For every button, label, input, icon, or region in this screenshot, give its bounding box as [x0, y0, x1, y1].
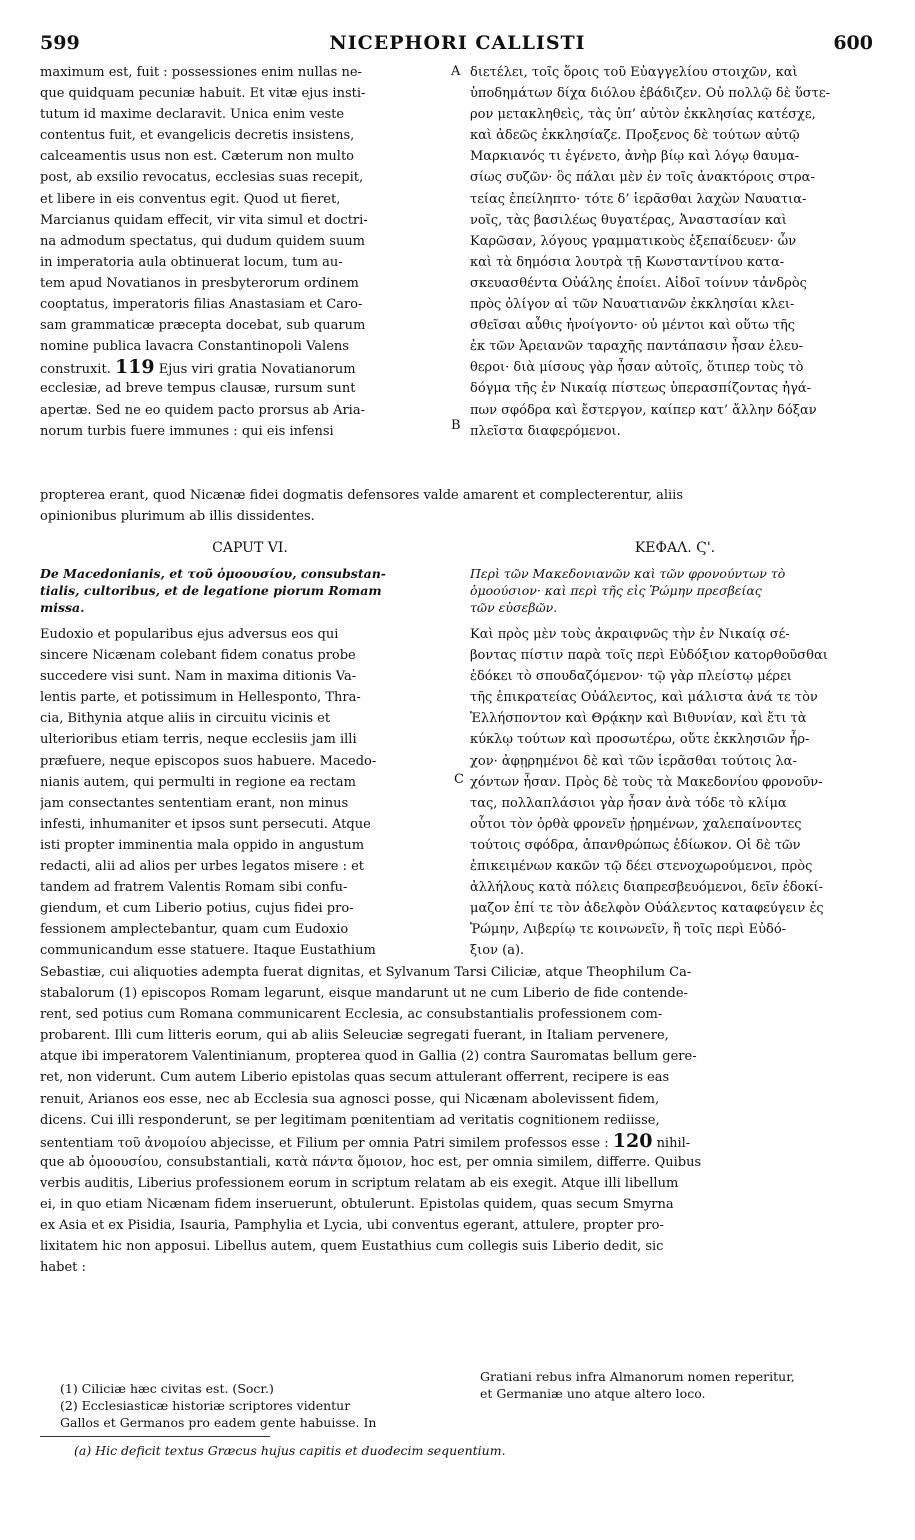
greek-text-line: θεροι· διὰ μίσους γὰρ ἦσαν αὐτοῖς, ὅτιπερ τοὺς τὸ: [470, 360, 804, 376]
margin-marker-a: A: [451, 64, 461, 79]
latin-text-line: in imperatoria aula obtinuerat locum, tum au-: [40, 254, 343, 270]
latin-text-line: giendum, et cum Liberio potius, cujus fidei pro-: [40, 901, 354, 917]
full-text-line: verbis auditis, Liberius professionem eorum in scriptum relatam ab eis exegit. Atque illi libellum: [40, 1175, 679, 1191]
greek-text-line: τείας ἐπείληπτο· τότε δ’ ἱερᾶσθαι λαχὼν Ναυατια-: [470, 191, 807, 207]
greek-text-line: ἐδόκει τὸ σπουδαζόμενον· τῷ γὰρ πλείστῳ μέρει: [470, 669, 792, 685]
latin-text-line: tem apud Novatianos in presbyterorum ordinem: [40, 275, 359, 291]
right-page-number: 600: [833, 32, 873, 54]
latin-chapter-heading: CAPUT VI.: [212, 540, 288, 556]
greek-text-line: ὑποδημάτων δίχα διόλου ἐβάδιζεν. Οὐ πολλῷ δὲ ὕστε-: [470, 86, 830, 102]
greek-text-line: βοντας πίστιν παρὰ τοῖς περὶ Εὐδόξιον κατορθοῦσθαι: [470, 648, 828, 664]
latin-text-line: maximum est, fuit : possessiones enim nullas ne-: [40, 65, 362, 80]
greek-text-line: τας, πολλαπλάσιοι γὰρ ἦσαν ἀνὰ τόδε τὸ κλίμα: [470, 795, 787, 811]
footnotes-right: [480, 1368, 900, 1402]
latin-text-line: post, ab exsilio revocatus, ecclesias suas recepit,: [40, 170, 364, 186]
greek-text-line: Καρῶσαν, λόγους γραμματικοὺς ἐξεπαίδευεν· ὧν: [470, 233, 797, 249]
latin-text-line: norum turbis fuere immunes : qui eis infensi: [40, 423, 334, 439]
latin-text-line: calceamentis usus non est. Cæterum non multo: [40, 149, 355, 165]
greek-text-line: Μαρκιανός τι ἐγένετο, ἀνὴρ βίῳ καὶ λόγῳ θαυμα-: [470, 149, 800, 165]
full-text-line: atque ibi imperatorem Valentinianum, propterea quod in Gallia (2) contra Sauromatas bellum gere-: [40, 1049, 697, 1065]
greek-text-line: χον· ἀφῃρημένοι δὲ καὶ τῶν ἱερᾶσθαι τούτοις λα-: [470, 753, 797, 769]
greek-chapter-heading: ΚΕΦΑΛ. Ϛ'.: [634, 540, 716, 556]
latin-text-line: infesti, inhumaniter et ipsos sunt persecuti. Atque: [40, 816, 371, 832]
latin-text-line: ecclesiæ, ad breve tempus clausæ, rursum sunt: [40, 381, 356, 397]
full-text-line: habet :: [40, 1260, 86, 1276]
latin-text-line: tandem ad fratrem Valentis Romam sibi confu-: [40, 880, 348, 896]
subtitle-line: De Macedonianis, et τοῦ ὁμοουσίου, consubstan-: [40, 566, 386, 581]
latin-text-line: tutum id maxime declaravit. Unica enim veste: [40, 107, 345, 123]
greek-text-line: ξιον (a).: [470, 943, 525, 959]
greek-text-line: ρον μετακληθεὶς, τὰς ὑπ’ αὐτὸν ἐκκλησίας κατέσχε,: [470, 107, 816, 123]
latin-text-line: redacti, alii ad alios per urbes legatos misere : et: [40, 859, 365, 875]
greek-text-line: καὶ τὰ δημόσια λουτρὰ τῇ Κωνσταντίνου κατα-: [470, 254, 785, 270]
latin-text-line: et libere in eis conventus egit. Quod ut fieret,: [40, 191, 341, 207]
latin-text-line: na admodum spectatus, qui dudum quidem suum: [40, 233, 366, 249]
footnote-line: Gratiani rebus infra Almanorum nomen reperitur,: [480, 1369, 795, 1384]
full-text-line: dicens. Cui illi responderunt, se per legitimam pœnitentiam ad veritatis cognitionem rediisse,: [40, 1112, 660, 1128]
latin-text-line: communicandum esse statuere. Itaque Eustathium: [40, 943, 376, 959]
greek-text-line: πων σφόδρα καὶ ἔστεργον, καίπερ κατ’ ἄλλην δόξαν: [470, 402, 817, 418]
greek-text-line: μαζον ἐπί τε τὸν ἀδελφὸν Οὐάλεντος καταφεύγειν ἐς: [470, 901, 824, 917]
subtitle-line: τῶν εὐσεβῶν.: [470, 600, 558, 615]
greek-text-line: τῆς ἐπικρατείας Οὐάλεντος, καὶ μάλιστα ἀνά τε τὸν: [470, 690, 818, 706]
greek-text-line: δόγμα τῆς ἐν Νικαίᾳ πίστεως ὑπερασπίζοντας ἠγά-: [470, 381, 812, 397]
footnote-line: et Germaniæ uno atque altero loco.: [480, 1386, 706, 1401]
full-text-line: stabalorum (1) episcopos Romam legarunt, eisque mandarunt ut ne cum Liberio de fide contende-: [40, 986, 688, 1002]
latin-chapter-subtitle: [40, 565, 460, 616]
top-greek-column: [470, 62, 880, 442]
latin-text-line: nomine publica lavacra Constantinopoli Valens: [40, 339, 349, 355]
chapter-full-width-text: [40, 962, 880, 1278]
greek-text-line: πλεῖστα διαφερόμενοι.: [470, 423, 621, 439]
full-text-line: probarent. Illi cum litteris eorum, qui ab aliis Seleuciæ segregati fuerant, in Italiam pervenere,: [40, 1028, 669, 1044]
latin-text-line: ulterioribus etiam terris, neque ecclesiis jam illi: [40, 732, 357, 748]
column-number-120: 120: [612, 1130, 653, 1152]
left-page-number: 599: [40, 32, 80, 54]
full-text-line: ei, in quo etiam Nicænam fidem inseruerunt, obtulerunt. Epistolas quidem, quas secum Smyrna: [40, 1197, 674, 1213]
footnotes-left: [60, 1380, 470, 1431]
greek-text-line: πρὸς ὀλίγον αἱ τῶν Ναυατιανῶν ἐκκλησίαι κλει-: [470, 297, 795, 313]
greek-text-line: οὗτοι τὸν ὀρθὰ φρονεῖν ᾑρημένων, χαλεπαίνοντες: [470, 816, 802, 832]
latin-text-line: jam consectantes sententiam erant, non minus: [40, 795, 349, 811]
greek-text-line: κύκλῳ τούτων καὶ προσωτέρω, οὔτε ἐκκλησιῶν ἦρ-: [470, 732, 810, 748]
latin-text-line: sam grammaticæ præcepta docebat, sub quarum: [40, 318, 366, 334]
latin-line-with-number: construxit. 119 Ejus viri gratia Novatianorum: [40, 357, 356, 379]
full-width-line: propterea erant, quod Nicænæ fidei dogmatis defensores valde amarent et complecterentur, aliis: [40, 488, 683, 503]
latin-text-line: apertæ. Sed ne eo quidem pacto prorsus ab Aria-: [40, 402, 365, 418]
full-text-line: renuit, Arianos eos esse, nec ab Ecclesia sua agnosci posse, qui Nicænam abolevissent fidem,: [40, 1091, 660, 1107]
running-title: NICEPHORI CALLISTI: [329, 32, 586, 54]
greek-text-line: τούτοις σφόδρα, ἀπανθρώπως ἐδίωκον. Οἱ δὲ τῶν: [470, 837, 801, 853]
greek-text-line: ἐπικειμένων κακῶν τῷ δέει στενοχωρούμενοι, πρὸς: [470, 859, 813, 875]
margin-marker-c: C: [454, 772, 464, 787]
footnote-line: (2) Ecclesiasticæ historiæ scriptores videntur: [60, 1398, 351, 1413]
top-latin-column: [40, 62, 460, 442]
greek-text-note: (a) Hic deficit textus Græcus hujus capitis et duodecim sequentium.: [74, 1443, 506, 1458]
greek-text-line: ἐκ τῶν Ἀρειανῶν ταραχῆς παντάπασιν ἦσαν ἐλευ-: [470, 339, 803, 355]
full-text-line: lixitatem hic non apposui. Libellus autem, quem Eustathius cum collegis suis Liberio dedit, sic: [40, 1239, 664, 1255]
full-text-line: ex Asia et ex Pisidia, Isauria, Pamphylia et Lycia, ubi conventus egerant, attulere, propter pro-: [40, 1218, 664, 1234]
latin-text-line: que quidquam pecuniæ habuit. Et vitæ ejus insti-: [40, 86, 366, 102]
latin-text-line: contentus fuit, et evangelicis decretis insistens,: [40, 128, 355, 144]
latin-text-line: lentis parte, et potissimum in Hellesponto, Thra-: [40, 690, 361, 706]
latin-text-line: cia, Bithynia atque aliis in circuitu vicinis et: [40, 711, 331, 727]
greek-text-line: ἀλλήλους κατὰ πόλεις διαπρεσβευόμενοι, δεῖν ἐδοκί-: [470, 880, 823, 896]
margin-marker-b: B: [451, 418, 461, 433]
column-number-119: 119: [114, 357, 155, 379]
subtitle-line: ὁμοούσιον· καὶ περὶ τῆς εἰς Ῥώμην πρεσβείας: [470, 583, 762, 598]
full-text-line: ret, non viderunt. Cum autem Liberio epistolas quas secum attulerant offerrent, recipere is eas: [40, 1070, 670, 1086]
latin-text-line: cooptatus, imperatoris filias Anastasiam et Caro-: [40, 297, 363, 313]
full-line-with-number: sententiam τοῦ ἀνομοίου abjecisse, et Filium per omnia Patri similem professos esse : 120 nihil-: [40, 1130, 691, 1152]
latin-text-line: præfuere, neque episcopos suos habuere. Macedo-: [40, 753, 377, 769]
greek-text-line: νοῖς, τὰς βασιλέως θυγατέρας, Ἀναστασίαν καὶ: [470, 212, 787, 228]
footnote-rule: [40, 1436, 270, 1437]
subtitle-line: Περὶ τῶν Μακεδονιανῶν καὶ τῶν φρονούντων τὸ: [470, 566, 786, 581]
latin-text-line: nianis autem, qui permulti in regione ea rectam: [40, 774, 356, 790]
greek-text-line: σκευασθέντα Οὐάλης ἐποίει. Αἰδοῖ τοίνυν τἀνδρὸς: [470, 275, 807, 291]
greek-text-line: χόντων ἦσαν. Πρὸς δὲ τοὺς τὰ Μακεδονίου φρονοῦν-: [470, 774, 823, 790]
full-text-line: que ab ὁμοουσίου, consubstantiali, κατὰ πάντα ὅμοιον, hoc est, per omnia similem, differre. Quibus: [40, 1154, 702, 1170]
greek-text-line: σίως συζῶν· ὃς πάλαι μὲν ἐν τοῖς ἀνακτόροις στρα-: [470, 170, 815, 186]
latin-text-line: succedere visi sunt. Nam in maxima ditionis Va-: [40, 669, 357, 685]
greek-text-line: διετέλει, τοῖς ὅροις τοῦ Εὐαγγελίου στοιχῶν, καὶ: [470, 65, 798, 80]
greek-text-line: Ῥώμην, Λιβερίῳ τε κοινωνεῖν, ἢ τοῖς περὶ Εὐδό-: [470, 922, 787, 938]
greek-text-line: Ἑλλήσποντον καὶ Θρᾴκην καὶ Βιθυνίαν, καὶ ἔτι τὰ: [470, 711, 807, 727]
full-width-line: opinionibus plurimum ab illis dissidentes.: [40, 509, 315, 524]
greek-text-line: Καὶ πρὸς μὲν τοὺς ἀκραιφνῶς τὴν ἐν Νικαίᾳ σέ-: [470, 627, 790, 642]
latin-text-line: Eudoxio et popularibus ejus adversus eos qui: [40, 627, 339, 642]
latin-text-line: sincere Nicænam colebant fidem conatus probe: [40, 648, 356, 664]
full-text-line: rent, sed potius cum Romana communicarent Ecclesia, ac consubstantialis professionem com-: [40, 1007, 663, 1023]
subtitle-line: tialis, cultoribus, et de legatione piorum Romam: [40, 583, 382, 598]
greek-text-line: σθεῖσαι αὖθις ἠνοίγοντο· οὐ μέντοι καὶ οὕτω τῆς: [470, 318, 796, 334]
full-text-line: Sebastiæ, cui aliquoties adempta fuerat dignitas, et Sylvanum Tarsi Ciliciæ, atque Theophilum Ca-: [40, 965, 692, 980]
greek-chapter-subtitle: [470, 565, 880, 616]
chapter-latin-column: [40, 624, 460, 962]
greek-text-line: καὶ ἀδεῶς ἐκκλησίαζε. Προξενος δὲ τούτων αὐτῷ: [470, 128, 800, 144]
footnote-line: Gallos et Germanos pro eadem gente habuisse. In: [60, 1415, 377, 1430]
latin-text-line: Marcianus quidam effecit, vir vita simul et doctri-: [40, 212, 368, 228]
footnote-line: (1) Ciliciæ hæc civitas est. (Socr.): [60, 1381, 274, 1396]
latin-text-line: fessionem amplectebantur, quam cum Eudoxio: [40, 922, 349, 938]
subtitle-line: missa.: [40, 600, 85, 615]
chapter-greek-column: [470, 624, 880, 962]
latin-text-line: isti propter imminentia mala oppido in angustum: [40, 837, 365, 853]
